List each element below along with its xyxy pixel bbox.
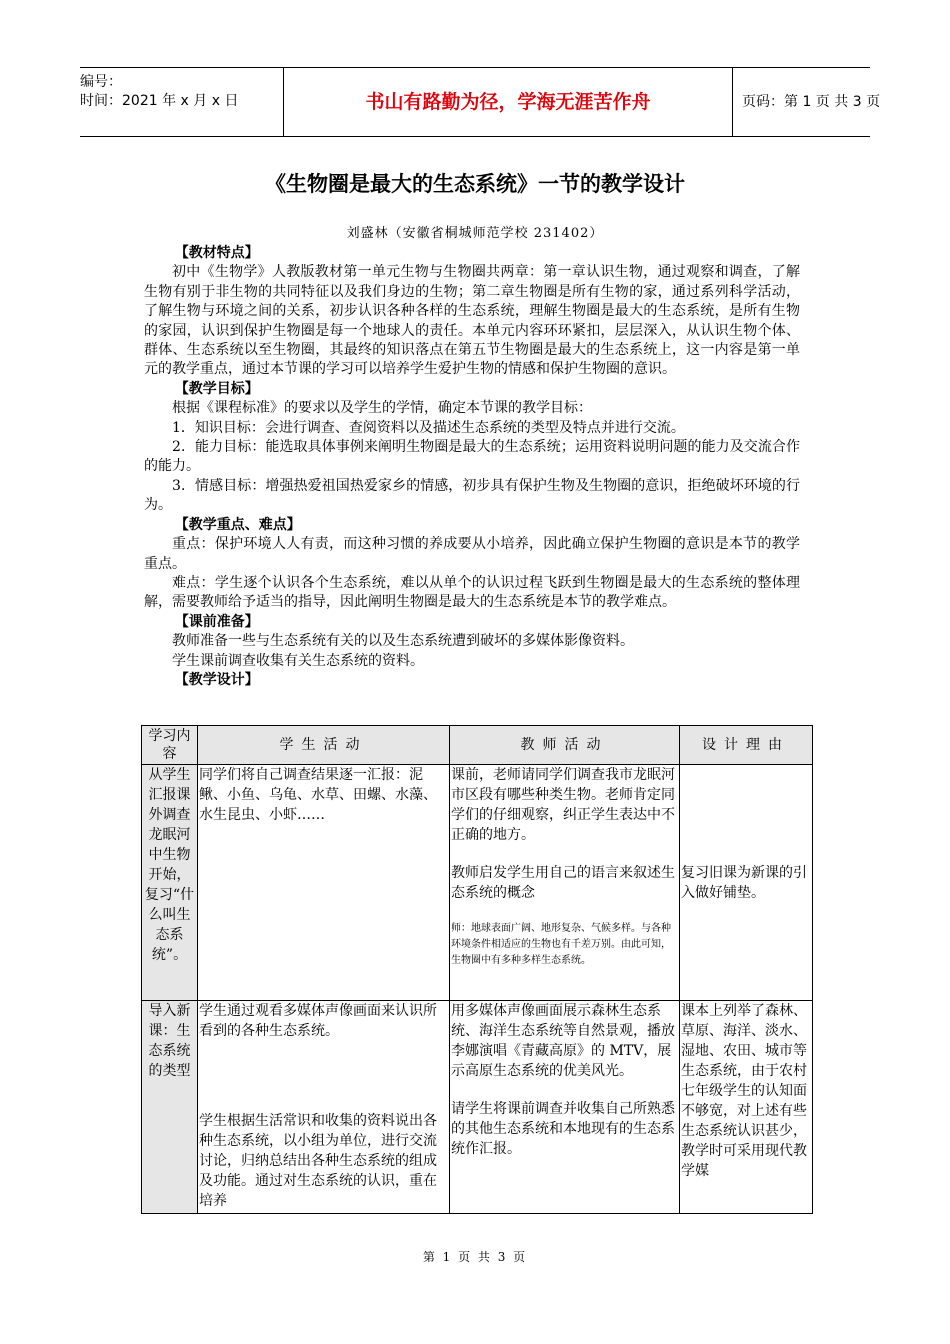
col-header-reason: 设计理由 — [680, 726, 813, 765]
table-header-row — [142, 726, 813, 765]
table-row — [142, 765, 813, 1001]
cell-reason: 复习旧课为新课的引入做好铺垫。 — [680, 765, 813, 1001]
teacher-activity: 教师启发学生用自己的语言来叙述生态系统的概念 — [451, 865, 675, 901]
cell-topic: 从学生汇报课外调查龙眠河中生物开始，复习“什么叫生态系统”。 — [142, 765, 198, 1001]
cell-student: 同学们将自己调查结果逐一汇报：泥鳅、小鱼、乌龟、水草、田螺、水藻、水生昆虫、小虾…… — [198, 765, 450, 1001]
page-header — [80, 67, 881, 137]
page-footer: 第 1 页 共 3 页 — [422, 1250, 528, 1264]
paragraph: 难点：学生逐个认识各个生态系统，难以从单个的认识过程飞跃到生物圈是最大的生态系统的整体理解，需要教师给予适当的指导，因此阐明生物圈是最大的生态系统是本节的教学难点。 — [144, 574, 800, 611]
number-label: 编号： — [80, 74, 122, 90]
teaching-design-table — [141, 725, 813, 1214]
section-heading: 【教材特点】 — [174, 245, 259, 261]
paragraph: 学生课前调查收集有关生态系统的资料。 — [172, 652, 424, 669]
section-heading: 【教学目标】 — [174, 380, 259, 397]
paragraph: 2．能力目标：能选取具体事例来阐明生物圈是最大的生态系统；运用资料说明问题的能力及交流合作的能力。 — [144, 439, 800, 475]
document-author: 刘盛林（安徽省桐城师范学校 231402） — [346, 226, 604, 241]
cell-topic: 导入新课：生态系统的类型 — [142, 1001, 198, 1214]
section-heading: 【教学重点、难点】 — [174, 516, 301, 533]
col-header-teacher: 教师活动 — [450, 726, 680, 765]
section-heading: 【教学设计】 — [174, 671, 259, 688]
document-body — [144, 244, 800, 690]
header-page-info: 页码：第 1 页 共 3 页 — [742, 94, 881, 110]
student-activity: 学生通过观看多媒体声像画面来认识所看到的各种生态系统。 — [199, 1003, 437, 1039]
cell-teacher — [450, 765, 680, 1001]
student-activity: 学生根据生活常识和收集的资料说出各种生态系统，以小组为单位，进行交流讨论，归纳总结出各种生态系统的组成及功能。通过对生态系统的认识，重在培养 — [199, 1113, 437, 1209]
paragraph: 初中《生物学》人教版教材第一单元生物与生物圈共两章：第一章认识生物，通过观察和调查，了解生物有别于非生物的共同特征以及我们身边的生物；第二章生物圈是所有生物的家，通过系列科学活动，了解生物与环境之间的关系，初步认识各种各样的生态系统，理解生物圈是最大的生态系统，是所有生物的家园，认识到保护生物圈是每一个地球人的责任。本单元内容环环紧扣，层层深入，从认识生物个体、群体、生态系统以至生物圈，其最终的知识落点在第五节生物圈是最大的生态系统上，这一内容是第一单元的教学重点，通过本节课的学习可以培养学生爱护生物的情感和保护生物圈的意识。 — [144, 264, 800, 378]
paragraph: 根据《课程标准》的要求以及学生的学情，确定本节课的教学目标： — [172, 400, 592, 417]
header-motto: 书山有路勤为径，学海无涯苦作舟 — [365, 91, 651, 113]
time-label: 时间：2021 年 x 月 x 日 — [80, 93, 239, 109]
paragraph: 教师准备一些与生态系统有关的以及生态系统遭到破坏的多媒体影像资料。 — [172, 633, 634, 650]
section-heading: 【课前准备】 — [174, 613, 259, 630]
paragraph: 重点：保护环境人人有责，而这种习惯的养成要从小培养，因此确立保护生物圈的意识是本节的教学重点。 — [144, 536, 800, 572]
teacher-note: 师：地球表面广阔、地形复杂、气候多样。与各种环境条件相适应的生物也有千差万别。由此可知，生物圈中有多种多样生态系统。 — [451, 923, 671, 966]
col-header-student: 学生活动 — [198, 726, 450, 765]
cell-teacher — [450, 1001, 680, 1214]
cell-student — [198, 1001, 450, 1214]
teacher-activity: 课前，老师请同学们调查我市龙眠河市区段有哪些种类生物。老师肯定同学们的仔细观察，纠正学生表达中不正确的地方。 — [451, 767, 675, 843]
paragraph: 3．情感目标：增强热爱祖国热爱家乡的情感，初步具有保护生物及生物圈的意识，拒绝破坏环境的行为。 — [144, 477, 800, 514]
document-title: 《生物圈是最大的生态系统》一节的教学设计 — [265, 172, 685, 196]
cell-reason: 课本上列举了森林、草原、海洋、淡水、湿地、农田、城市等生态系统，由于农村七年级学生的认知面不够宽，对上述有些生态系统认识甚少，教学时可采用现代教学媒 — [680, 1001, 813, 1214]
teacher-activity: 请学生将课前调查并收集自己所熟悉的其他生态系统和本地现有的生态系统作汇报。 — [451, 1101, 675, 1157]
header-meta — [80, 68, 280, 141]
header-divider — [732, 68, 733, 136]
teacher-activity: 用多媒体声像画面展示森林生态系统、海洋生态系统等自然景观，播放李娜演唱《青藏高原》的 MTV，展示高原生态系统的优美风光。 — [451, 1003, 675, 1079]
col-header-topic: 学习内容 — [142, 726, 198, 765]
paragraph: 1．知识目标：会进行调查、查阅资料以及描述生态系统的类型及特点并进行交流。 — [172, 419, 685, 436]
table-row — [142, 1001, 813, 1214]
